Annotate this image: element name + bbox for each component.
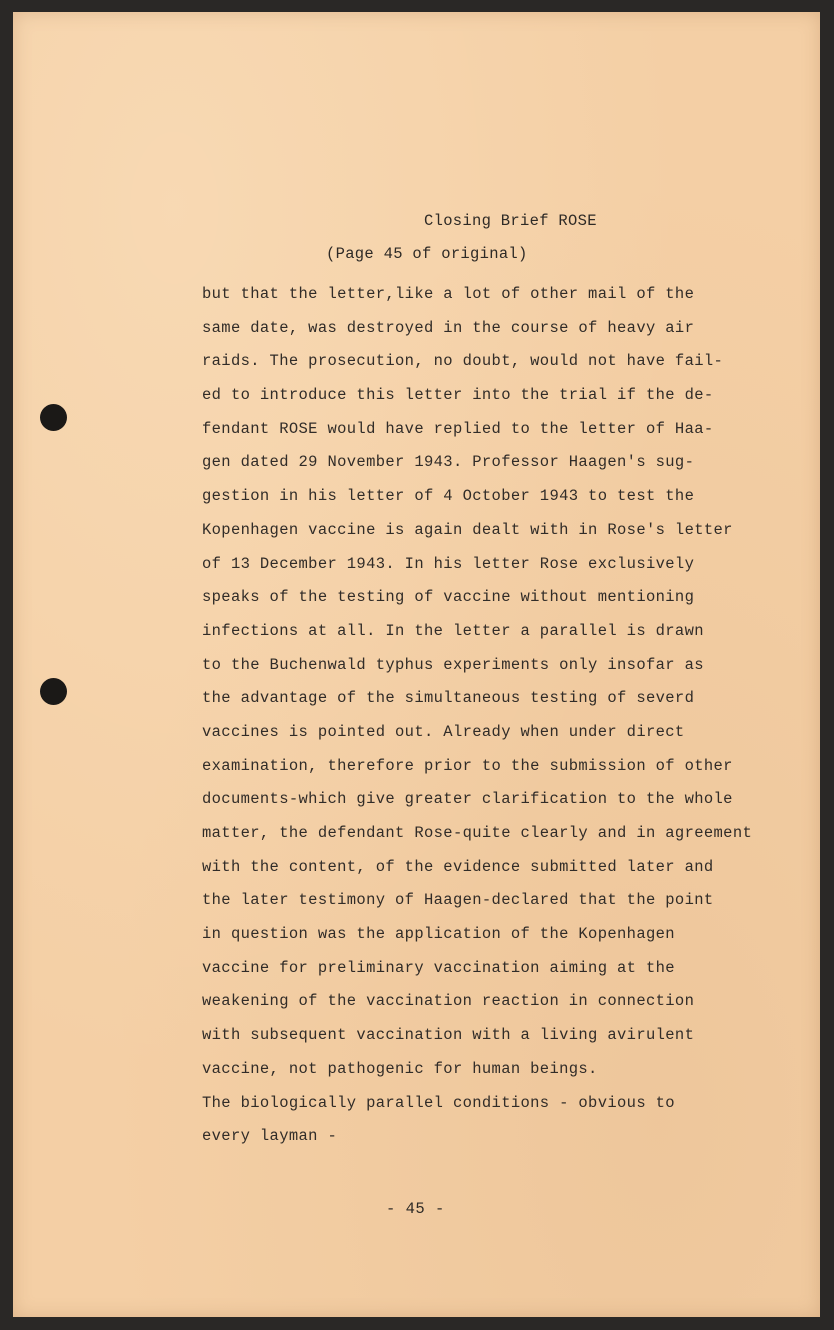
text-line: the later testimony of Haagen-declared that the point	[202, 891, 714, 910]
text-line: vaccine, not pathogenic for human beings.	[202, 1059, 598, 1078]
text-line: speaks of the testing of vaccine without mentioning	[202, 588, 695, 607]
text-line: weakening of the vaccination reaction in connection	[202, 992, 695, 1011]
document-title: Closing Brief ROSE	[424, 212, 597, 230]
text-line: to the Buchenwald typhus experiments only insofar as	[202, 655, 704, 674]
text-line: Kopenhagen vaccine is again dealt with in Rose's letter	[202, 520, 733, 539]
text-line: raids. The prosecution, no doubt, would not have fail-	[202, 352, 724, 371]
text-line: same date, was destroyed in the course of heavy air	[202, 318, 695, 337]
text-line: in question was the application of the Kopenhagen	[202, 925, 675, 944]
text-line: infections at all. In the letter a parallel is drawn	[202, 621, 704, 640]
document-subtitle: (Page 45 of original)	[326, 245, 528, 263]
text-line: with the content, of the evidence submitted later and	[202, 857, 714, 876]
text-line: ed to introduce this letter into the trial if the de-	[202, 386, 714, 405]
text-line: gestion in his letter of 4 October 1943 to test the	[202, 487, 695, 506]
text-line: with subsequent vaccination with a living avirulent	[202, 1026, 695, 1045]
text-line: matter, the defendant Rose-quite clearly and in agreement	[202, 824, 753, 842]
text-line: vaccine for preliminary vaccination aiming at the	[202, 958, 675, 977]
text-line: but that the letter,like a lot of other mail of the	[202, 285, 695, 303]
document-page	[13, 12, 820, 1317]
body-text	[202, 278, 802, 1154]
page-number: - 45 -	[386, 1200, 445, 1218]
punch-hole-bottom	[40, 678, 67, 705]
text-line: vaccines is pointed out. Already when under direct	[202, 722, 685, 741]
text-line: documents-which give greater clarification to the whole	[202, 790, 733, 809]
text-line: fendant ROSE would have replied to the letter of Haa-	[202, 419, 714, 438]
text-line: the advantage of the simultaneous testing of severd	[202, 689, 695, 708]
punch-hole-top	[40, 404, 67, 431]
text-line: gen dated 29 November 1943. Professor Haagen's sug-	[202, 453, 695, 472]
text-line: every layman -	[202, 1127, 338, 1146]
text-line: examination, therefore prior to the submission of other	[202, 756, 733, 775]
text-line: of 13 December 1943. In his letter Rose exclusively	[202, 554, 695, 573]
text-line: The biologically parallel conditions - obvious to	[202, 1093, 675, 1112]
